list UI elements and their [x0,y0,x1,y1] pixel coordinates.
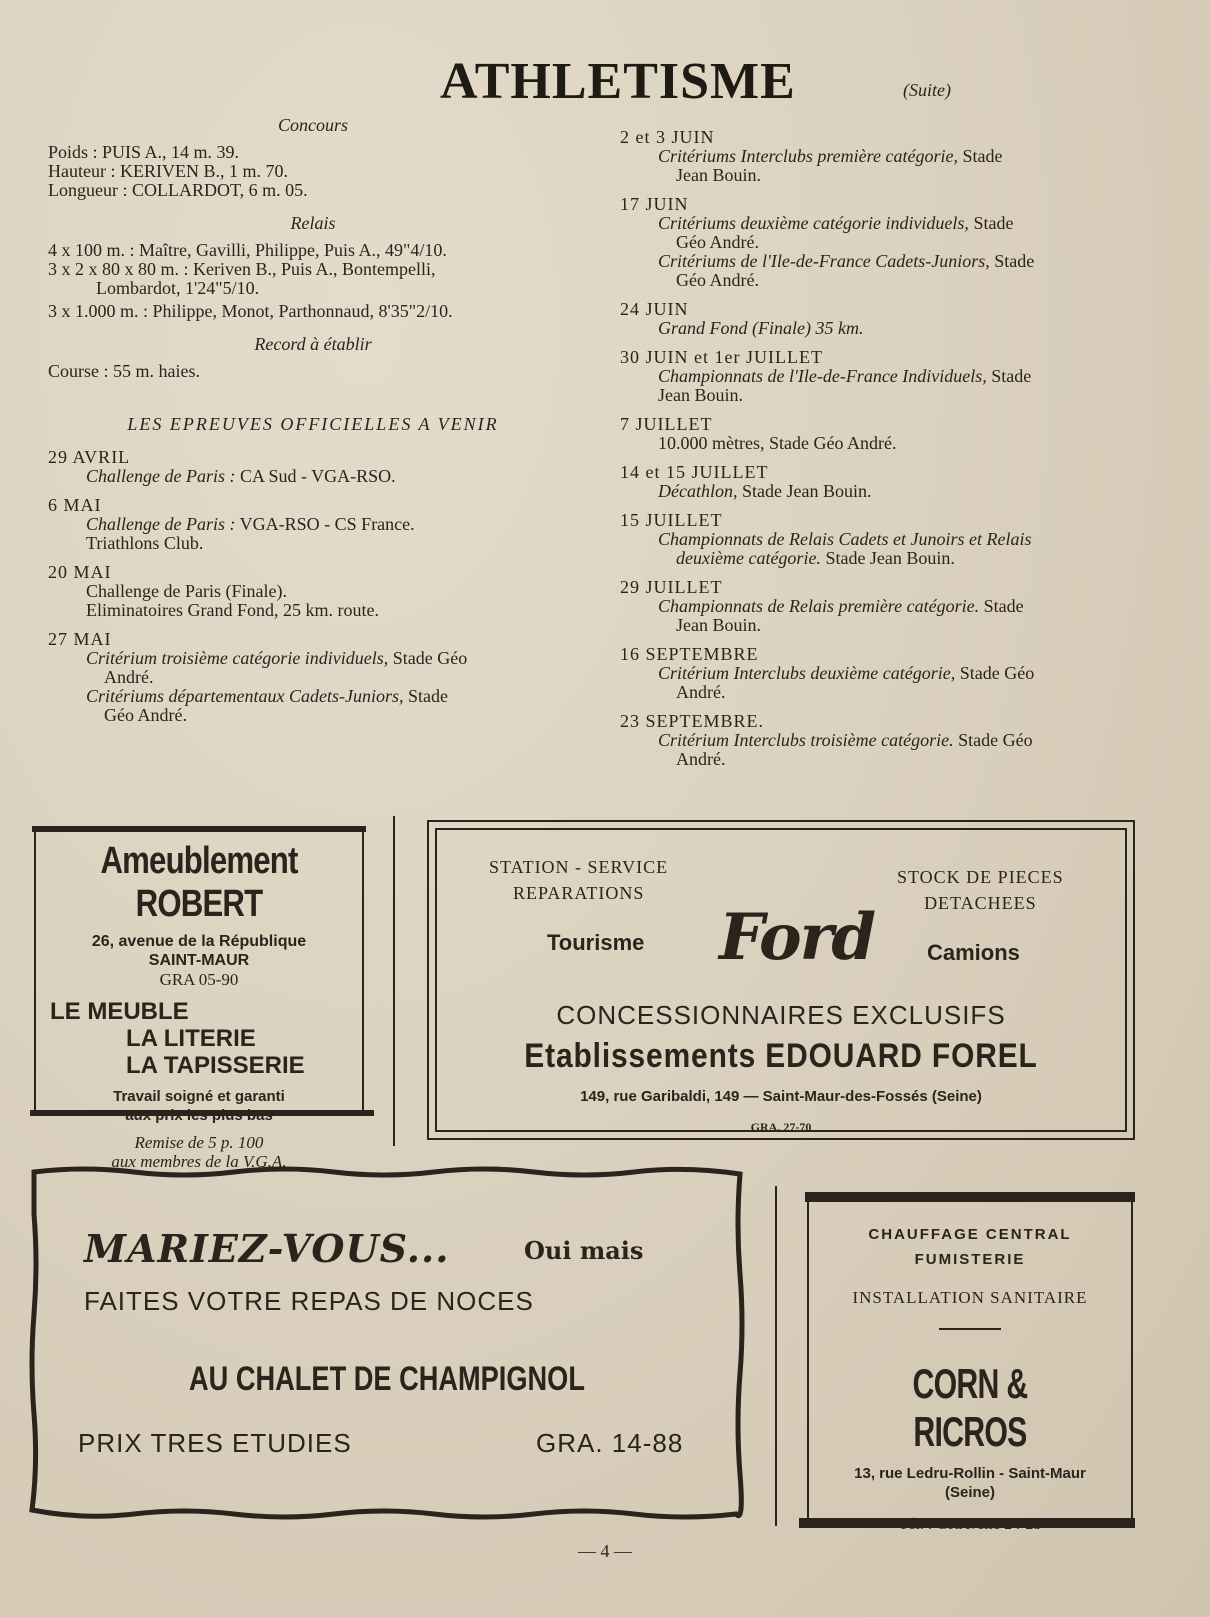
robert-service: LA LITERIE [126,1025,256,1052]
corn-address-line: (Seine) [944,1484,995,1501]
event-line-italic: Championnats de Relais première catégorie. [658,596,980,616]
event-line-text: Stade [989,251,1035,271]
wavy-border [24,1164,750,1522]
concours-heading: Concours [277,115,348,135]
event-date: 17 JUIN [620,194,689,214]
event-date: 14 et 15 JUILLET [620,462,769,482]
ad-chalet-champignol [24,1164,750,1522]
event-line-text: Géo André. [676,270,759,290]
event-line-italic: Grand Fond (Finale) 35 km. [658,318,864,338]
event-line [658,597,1165,616]
relais-line: 3 x 2 x 80 x 80 m. : Keriven B., Puis A., Bontempelli, [48,259,436,279]
event-item [620,415,1165,453]
event-line-text: Géo André. [104,705,187,725]
ford-station-service [489,854,668,906]
event-line [658,147,1165,166]
ford-concessionnaires: CONCESSIONNAIRES EXCLUSIFS [556,1000,1006,1030]
concours-line: Hauteur : KERIVEN B., 1 m. 70. [48,161,288,181]
event-line-italic: Championnats de l'Ile-de-France Individuels, [658,366,987,386]
event-item [48,563,578,620]
event-line-italic: Critériums Interclubs première catégorie, [658,146,958,166]
robert-tagline-line: Travail soigné et garanti [113,1088,285,1105]
event-line [658,271,1165,290]
robert-service: LA TAPISSERIE [126,1052,305,1079]
event-item [48,448,578,486]
event-date: 7 JUILLET [620,414,713,434]
event-line-italic: deuxième catégorie. [676,548,821,568]
corn-address-line: 13, rue Ledru-Rollin - Saint-Maur [854,1465,1086,1482]
event-line [658,214,1165,233]
event-item [620,348,1165,405]
corn-divider [939,1328,1001,1330]
record-heading: Record à établir [254,334,372,354]
event-line [86,668,578,687]
ford-tourisme: Tourisme [547,930,645,955]
ford-station-line: REPARATIONS [513,883,645,903]
event-line-italic: Critérium troisième catégorie individuels, [86,648,389,668]
event-date: 20 MAI [48,562,112,582]
mariez-prix: PRIX TRES ETUDIES [78,1428,352,1458]
robert-service: LE MEUBLE [50,998,189,1025]
event-item [620,300,1165,338]
event-line-text: Stade Jean Bouin. [737,481,872,501]
event-line-text: André. [104,667,154,687]
event-line [658,664,1165,683]
event-line [658,166,1165,185]
concours-line: Longueur : COLLARDOT, 6 m. 05. [48,180,308,200]
ford-address: 149, rue Garibaldi, 149 — Saint-Maur-des-Fossés (Seine) [580,1088,982,1105]
page-title: ATHLETISME [440,53,796,110]
robert-city: SAINT-MAUR [148,952,250,969]
mariez-oui-mais: Oui mais [524,1236,644,1265]
event-line [658,482,1165,501]
event-line [658,530,1165,549]
ford-station-line: STATION - SERVICE [489,857,669,877]
relais-line: 4 x 100 m. : Maître, Gavilli, Philippe, Puis A., 49"4/10. [48,240,447,260]
corn-installation: INSTALLATION SANITAIRE [852,1288,1088,1307]
event-item [620,463,1165,501]
epreuves-heading: LES EPREUVES OFFICIELLES A VENIR [127,414,499,434]
robert-address: 26, avenue de la République [91,933,307,950]
event-line-text: Géo André. [676,232,759,252]
corn-address [809,1464,1131,1502]
right-events-list [620,128,1165,769]
relais-line: Lombardot, 1'24"5/10. [96,278,260,298]
event-line [658,549,1165,568]
event-line [86,515,578,534]
event-item [620,712,1165,769]
event-line-text: Jean Bouin. [676,165,761,185]
ford-stock-line: DETACHEES [924,893,1037,913]
event-line-text: Stade [986,366,1032,386]
event-line [658,750,1165,769]
event-line-italic: Décathlon, [658,481,738,501]
ad-ameublement-robert [34,826,364,1171]
page-number: — 4 — [578,1541,632,1561]
event-line-text: Stade [957,146,1003,166]
robert-discount-line: aux membres de la V.G.A. [111,1152,287,1171]
ford-stock-line: STOCK DE PIECES [897,867,1064,887]
event-line-italic: Critériums deuxième catégorie individuels, [658,213,969,233]
event-line-italic: Championnats de Relais Cadets et Junoirs et Relais [658,529,1032,549]
event-date: 15 JUILLET [620,510,723,530]
event-line-italic: Critériums départementaux Cadets-Juniors, [86,686,404,706]
mariez-phone: GRA. 14-88 [536,1428,684,1458]
event-line [658,683,1165,702]
ford-logo: Ford [719,900,875,975]
event-line-italic: Critérium Interclubs deuxième catégorie, [658,663,956,683]
event-item [620,578,1165,635]
event-line [658,319,1165,338]
event-line [86,582,578,601]
event-line-text: Stade [979,596,1024,616]
event-line [86,601,578,620]
robert-phone: GRA 05-90 [159,970,239,989]
column-divider [393,816,395,1146]
event-line [658,233,1165,252]
column-divider [775,1186,777,1526]
event-line-text: Stade [403,686,448,706]
event-line [658,252,1165,271]
mariez-chalet: AU CHALET DE CHAMPIGNOL [189,1360,585,1398]
relais-heading: Relais [290,213,336,233]
ford-phone: GRA. 27-70 [750,1120,812,1134]
mariez-repas: FAITES VOTRE REPAS DE NOCES [84,1286,534,1316]
left-column [48,116,578,735]
event-item [620,511,1165,568]
event-line-text: Triathlons Club. [86,533,204,553]
event-line [658,367,1165,386]
right-column [620,128,1165,779]
event-line-text: Challenge de Paris (Finale). [86,581,287,601]
event-line-italic: Critérium Interclubs troisième catégorie. [658,730,954,750]
event-item [48,496,578,553]
event-date: 16 SEPTEMBRE [620,644,759,664]
event-line-italic: Critériums de l'Ile-de-France Cadets-Juniors, [658,251,990,271]
event-item [620,128,1165,185]
event-line [658,434,1165,453]
ford-etablissements: Etablissements EDOUARD FOREL [524,1037,1038,1075]
corn-name: CORN & RICROS [912,1360,1028,1455]
event-line-italic: Challenge de Paris : [86,514,236,534]
robert-tagline [36,1087,362,1125]
event-line-text: CA Sud - VGA-RSO. [235,466,396,486]
relais-line: 3 x 1.000 m. : Philippe, Monot, Parthonnaud, 8'35"2/10. [48,301,453,321]
event-line [86,706,578,725]
event-line-text: Stade Géo [953,730,1033,750]
event-line-text: VGA-RSO - CS France. [235,514,415,534]
event-date: 30 JUIN et 1er JUILLET [620,347,823,367]
robert-discount-line: Remise de 5 p. 100 [134,1133,264,1152]
ford-camions: Camions [927,940,1020,965]
robert-services [36,998,362,1079]
event-item [620,645,1165,702]
event-date: 2 et 3 JUIN [620,127,715,147]
title-suite: (Suite) [903,80,951,100]
event-line [658,731,1165,750]
event-item [620,195,1165,290]
event-date: 6 MAI [48,495,102,515]
event-line-text: Stade Géo [388,648,468,668]
mariez-heading: MARIEZ-VOUS... [84,1226,450,1271]
ford-stock [897,864,1064,916]
event-date: 24 JUIN [620,299,689,319]
corn-service-line: CHAUFFAGE CENTRAL [868,1226,1072,1243]
robert-name: Ameublement ROBERT [100,840,298,925]
concours-line: Poids : PUIS A., 14 m. 39. [48,142,240,162]
event-date: 29 AVRIL [48,447,131,467]
event-line-italic: Challenge de Paris : [86,466,236,486]
event-line-text: 10.000 mètres, Stade Géo André. [658,433,897,453]
event-line [658,386,1165,405]
event-date: 29 JUILLET [620,577,723,597]
ad-ford-forel [427,820,1135,1140]
event-line-text: André. [676,682,726,702]
ad-corn-ricros [807,1192,1133,1528]
event-line-text: Eliminatoires Grand Fond, 25 km. route. [86,600,379,620]
event-date: 27 MAI [48,629,112,649]
event-line-text: André. [676,749,726,769]
corn-services [809,1222,1131,1272]
event-line-text: Stade [968,213,1014,233]
event-line-text: Jean Bouin. [658,385,743,405]
event-item [48,630,578,725]
event-line [658,616,1165,635]
record-line: Course : 55 m. haies. [48,361,200,381]
corn-service-line: FUMISTERIE [914,1251,1026,1268]
left-events-list [48,448,578,725]
event-line [86,467,578,486]
event-date: 23 SEPTEMBRE. [620,711,765,731]
event-line [86,687,578,706]
event-line-text: Stade Jean Bouin. [820,548,955,568]
event-line-text: Jean Bouin. [676,615,761,635]
event-line [86,649,578,668]
event-line-text: Stade Géo [955,663,1035,683]
event-line [86,534,578,553]
